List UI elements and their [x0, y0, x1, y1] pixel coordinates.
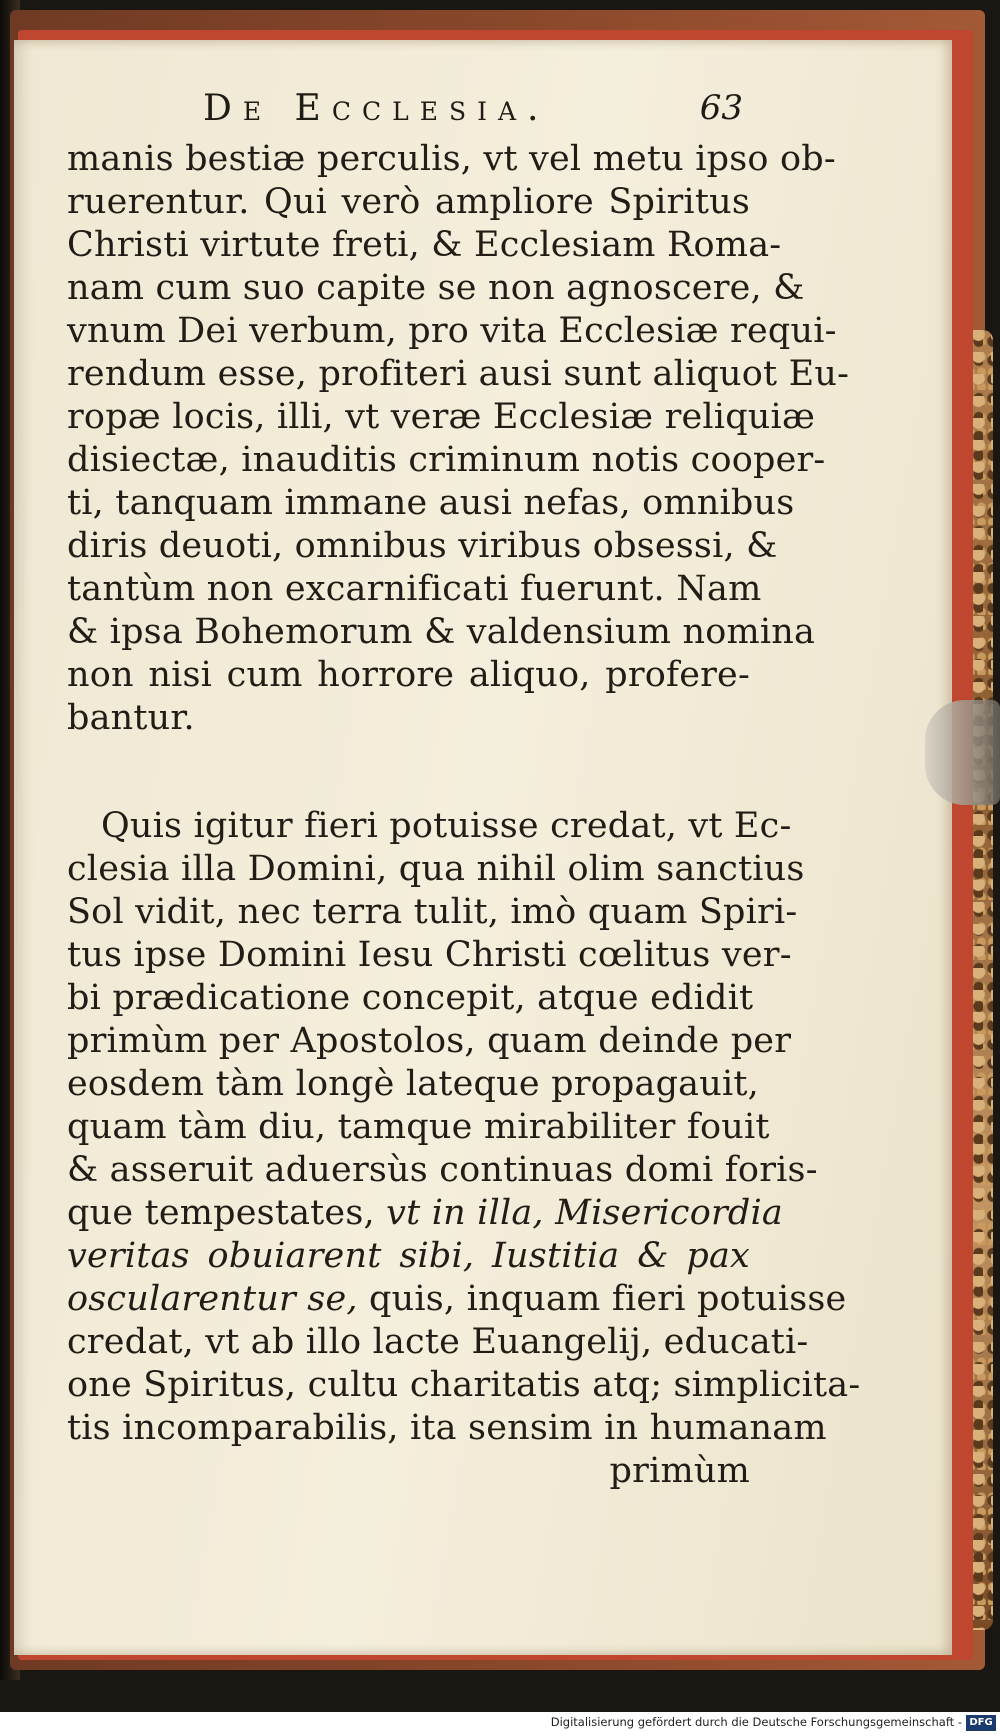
text-line: bi prædicatione concepit, atque edidit — [67, 978, 754, 1018]
text-line: Quis igitur fieri potuisse credat, vt Ec- — [101, 806, 792, 846]
text-line: one Spiritus, cultu charitatis atq; simplicita- — [67, 1365, 861, 1405]
text-line: vnum Dei verbum, pro vita Ecclesiæ requi- — [67, 311, 837, 351]
text-line: non nisi cum horrore aliquo, profere- — [67, 655, 750, 695]
italic-span: vt in illa, Misericordia — [386, 1193, 783, 1233]
text-line: manis bestiæ perculis, vt vel metu ipso ob- — [67, 139, 836, 179]
page-header — [203, 88, 743, 138]
text-span: que tempestates, — [67, 1193, 375, 1233]
text-line: tus ipse Domini Iesu Christi cœlitus ver- — [67, 935, 792, 975]
page-clip — [925, 700, 1000, 805]
text-line: eosdem tàm longè lateque propagauit, — [67, 1064, 759, 1104]
digitization-footer — [0, 1712, 1000, 1736]
text-line-mixed — [67, 1192, 783, 1235]
text-line: clesia illa Domini, qua nihil olim sanctius — [67, 849, 805, 889]
text-line: quam tàm diu, tamque mirabiliter fouit — [67, 1107, 770, 1147]
text-line: Christi virtute freti, & Ecclesiam Roma- — [67, 225, 782, 265]
funding-credit: Digitalisierung gefördert durch die Deutsche Forschungsgemeinschaft - — [550, 1715, 962, 1729]
text-line: credat, vt ab illo lacte Euangelij, educati- — [67, 1322, 809, 1362]
text-line-italic: veritas obuiarent sibi, Iustitia & pax — [67, 1236, 750, 1276]
dfg-logo: DFG — [966, 1715, 996, 1731]
text-line: primùm per Apostolos, quam deinde per — [67, 1021, 792, 1061]
text-line: bantur. — [67, 698, 195, 738]
page-number: 63 — [699, 88, 743, 128]
text-line: tantùm non excarnificati fuerunt. Nam — [67, 569, 762, 609]
text-line: & asseruit aduersùs continuas domi foris- — [67, 1150, 818, 1190]
paragraph-gap — [67, 740, 750, 805]
text-line: tis incomparabilis, ita sensim in humanam — [67, 1408, 827, 1448]
text-line: nam cum suo capite se non agnoscere, & — [67, 268, 805, 308]
text-line: ruerentur. Qui verò ampliore Spiritus — [67, 182, 750, 222]
text-line: ropæ locis, illi, vt veræ Ecclesiæ reliquiæ — [67, 397, 816, 437]
running-title: De Ecclesia. — [203, 88, 550, 129]
text-line: rendum esse, profiteri ausi sunt aliquot Eu- — [67, 354, 850, 394]
text-line: disiectæ, inauditis criminum notis cooper- — [67, 440, 826, 480]
text-line: diris deuoti, omnibus viribus obsessi, & — [67, 526, 778, 566]
catchword: primùm — [609, 1451, 750, 1491]
italic-span: oscularentur se, — [67, 1279, 358, 1319]
text-span: quis, inquam fieri potuisse — [369, 1279, 847, 1319]
text-line: & ipsa Bohemorum & valdensium nomina — [67, 612, 816, 652]
text-line-mixed — [67, 1278, 847, 1321]
text-line: ti, tanquam immane ausi nefas, omnibus — [67, 483, 795, 523]
text-line: Sol vidit, nec terra tulit, imò quam Spiri- — [67, 892, 798, 932]
body-text — [67, 138, 861, 1493]
